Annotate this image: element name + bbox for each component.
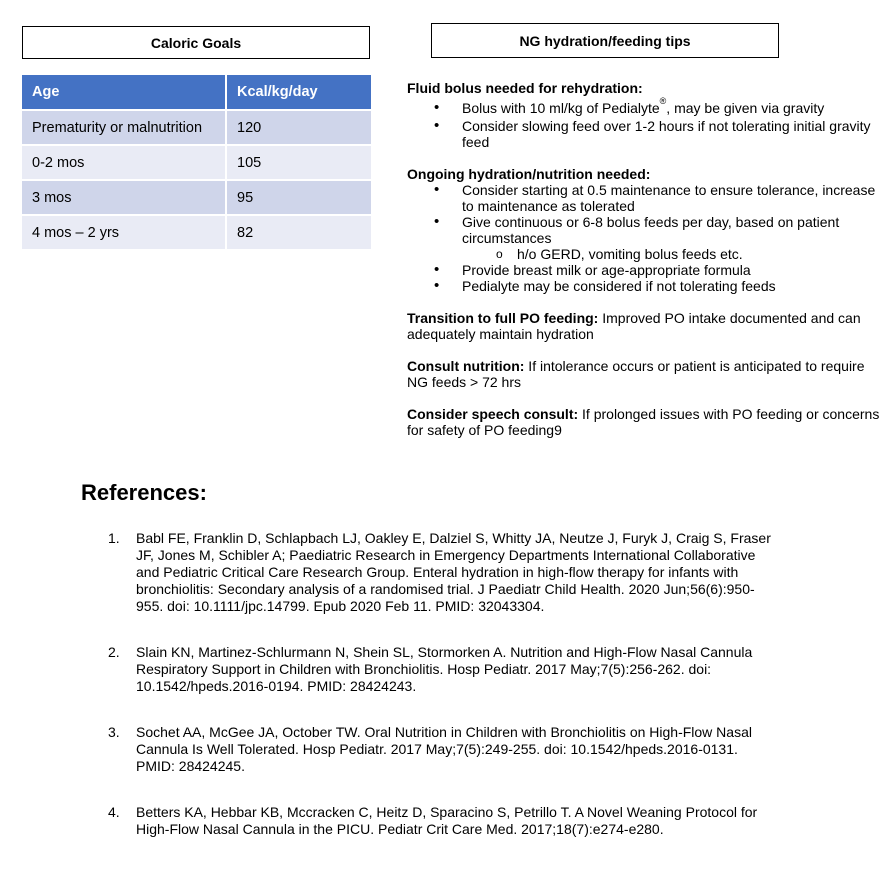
reference-text: Babl FE, Franklin D, Schlapbach LJ, Oakley E, Dalziel S, Whitty JA, Neutze J, Furyk J, Craig S, Fraser JF, Jones M, Schibler A; Paediatric Research in Emergency Departments International Collaborative and Pediatric Critical Care Research Group. Enteral hydration in high-flow therapy for infants with bronchiolitis: Secondary analysis of a randomised trial. J Paediatr Child Health. 2020 Jun;56(6):950-955. doi: 10.1111/jpc.14799. Epub 2020 Feb 11. PMID: 32043304. xyxy=(136,530,771,614)
reference-text: Sochet AA, McGee JA, October TW. Oral Nutrition in Children with Bronchiolitis on High-Flow Nasal Cannula Is Well Tolerated. Hosp Pediatr. 2017 May;7(5):249-255. doi: 10.1542/hpeds.2016-0131. PMID: 28424245. xyxy=(136,724,752,774)
reference-item xyxy=(0,804,880,838)
ongoing-section xyxy=(407,166,882,294)
reference-number: 1. xyxy=(108,530,120,546)
list-item: • Pedialyte may be considered if not tolerating feeds xyxy=(407,278,882,294)
ongoing-heading: Ongoing hydration/nutrition needed: xyxy=(407,166,651,182)
list-item xyxy=(407,96,882,118)
table-header-row xyxy=(22,75,371,110)
reference-text: Betters KA, Hebbar KB, Mccracken C, Heitz D, Sparacino S, Petrillo T. A Novel Weaning Protocol for High-Flow Nasal Cannula in the PICU. Pediatr Crit Care Med. 2017;18(7):e274-e280. xyxy=(136,804,758,837)
nutrition-label: Consult nutrition: xyxy=(407,358,525,374)
table-row xyxy=(22,180,371,215)
cell-kcal: 95 xyxy=(226,180,371,215)
reference-item xyxy=(0,644,880,695)
reference-number: 3. xyxy=(108,724,120,740)
cell-kcal: 82 xyxy=(226,215,371,249)
list-item-text: , may be given via gravity xyxy=(666,100,825,116)
fluid-bolus-list xyxy=(407,96,882,150)
list-item: • Consider slowing feed over 1-2 hours if not tolerating initial gravity feed xyxy=(407,118,882,150)
caloric-goals-table xyxy=(22,75,371,249)
nutrition-section xyxy=(407,358,882,390)
list-item: • Give continuous or 6-8 bolus feeds per day, based on patient circumstances xyxy=(407,214,882,246)
ongoing-list xyxy=(407,182,882,294)
references-heading: References: xyxy=(81,480,207,505)
sub-list-item: o h/o GERD, vomiting bolus feeds etc. xyxy=(407,246,882,262)
cell-age: 4 mos – 2 yrs xyxy=(22,215,226,249)
transition-text: Improved PO intake documented and can adequately maintain hydration xyxy=(407,310,861,342)
cell-kcal: 105 xyxy=(226,145,371,180)
list-item-text: Bolus with 10 ml/kg of Pedialyte xyxy=(462,100,660,116)
nutrition-text: If intolerance occurs or patient is anticipated to require NG feeds > 72 hrs xyxy=(407,358,865,390)
transition-section xyxy=(407,310,882,342)
ng-tips-title: NG hydration/feeding tips xyxy=(431,23,779,58)
fluid-bolus-heading: Fluid bolus needed for rehydration: xyxy=(407,80,643,96)
registered-mark: ® xyxy=(659,96,667,106)
reference-item xyxy=(0,530,880,615)
list-item: • Provide breast milk or age-appropriate formula xyxy=(407,262,882,278)
speech-label: Consider speech consult: xyxy=(407,406,579,422)
speech-section xyxy=(407,406,882,438)
caloric-goals-title: Caloric Goals xyxy=(22,26,370,59)
cell-age: Prematurity or malnutrition xyxy=(22,110,226,145)
cell-kcal: 120 xyxy=(226,110,371,145)
table-row xyxy=(22,145,371,180)
reference-number: 4. xyxy=(108,804,120,820)
cell-age: 3 mos xyxy=(22,180,226,215)
reference-item xyxy=(0,724,880,775)
table-row xyxy=(22,110,371,145)
ng-tips-content xyxy=(407,80,882,454)
header-age: Age xyxy=(22,75,226,110)
header-kcal: Kcal/kg/day xyxy=(226,75,371,110)
cell-age: 0-2 mos xyxy=(22,145,226,180)
list-item: • Consider starting at 0.5 maintenance to ensure tolerance, increase to maintenance as tolerated xyxy=(407,182,882,214)
transition-label: Transition to full PO feeding: xyxy=(407,310,599,326)
reference-text: Slain KN, Martinez-Schlurmann N, Shein SL, Stormorken A. Nutrition and High-Flow Nasal Cannula Respiratory Support in Children with Bronchiolitis. Hosp Pediatr. 2017 May;7(5):256-262. doi: 10.1542/hpeds.2016-0194. PMID: 28424243. xyxy=(136,644,753,694)
reference-number: 2. xyxy=(108,644,120,660)
references-list xyxy=(0,530,880,838)
fluid-bolus-section xyxy=(407,80,882,150)
table-row xyxy=(22,215,371,249)
speech-text: If prolonged issues with PO feeding or concerns for safety of PO feeding9 xyxy=(407,406,880,438)
